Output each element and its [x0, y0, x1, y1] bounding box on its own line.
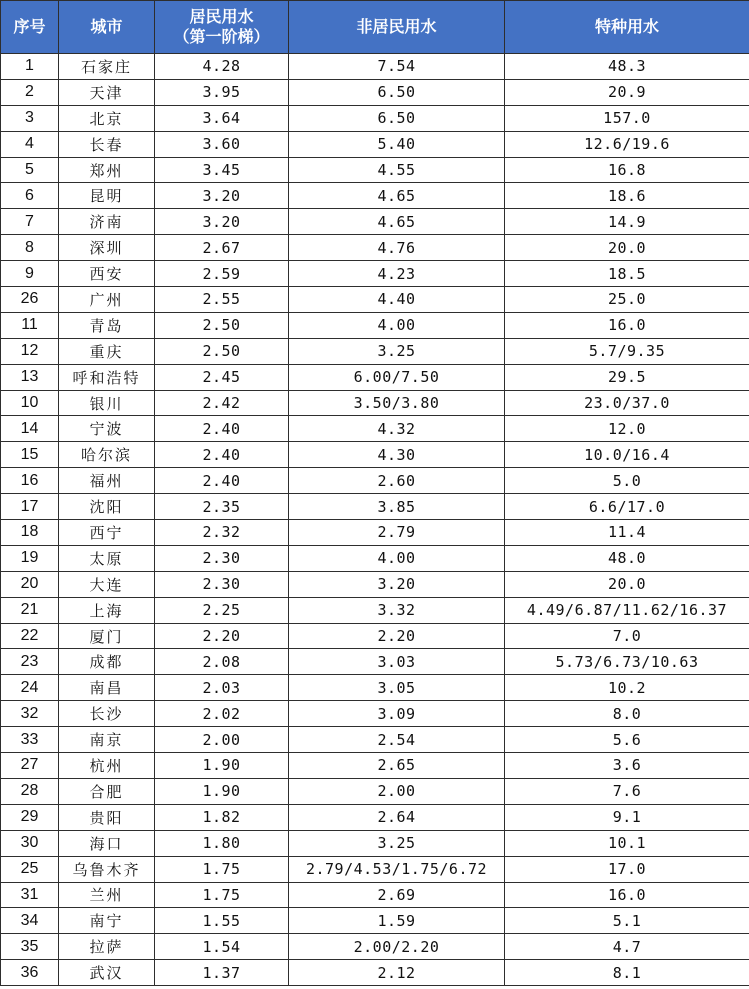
- cell-city: 西宁: [59, 520, 155, 546]
- cell-residential: 2.08: [155, 649, 289, 675]
- cell-special: 4.49/6.87/11.62/16.37: [505, 597, 749, 623]
- cell-special: 157.0: [505, 105, 749, 131]
- cell-residential: 3.20: [155, 209, 289, 235]
- cell-special: 5.6: [505, 727, 749, 753]
- cell-index: 33: [1, 727, 59, 753]
- table-row: [1, 727, 749, 753]
- cell-residential: 2.03: [155, 675, 289, 701]
- cell-residential: 2.45: [155, 364, 289, 390]
- cell-index: 28: [1, 778, 59, 804]
- cell-residential: 1.80: [155, 830, 289, 856]
- cell-special: 5.7/9.35: [505, 338, 749, 364]
- cell-index: 6: [1, 183, 59, 209]
- header-index: 序号: [1, 1, 59, 54]
- table-row: [1, 623, 749, 649]
- table-row: [1, 54, 749, 80]
- cell-city: 乌鲁木齐: [59, 856, 155, 882]
- cell-residential: 2.40: [155, 468, 289, 494]
- cell-city: 深圳: [59, 235, 155, 261]
- cell-residential: 3.20: [155, 183, 289, 209]
- cell-special: 23.0/37.0: [505, 390, 749, 416]
- cell-residential: 1.75: [155, 882, 289, 908]
- cell-nonresidential: 7.54: [289, 54, 505, 80]
- cell-index: 5: [1, 157, 59, 183]
- cell-special: 48.3: [505, 54, 749, 80]
- cell-city: 成都: [59, 649, 155, 675]
- cell-nonresidential: 2.79: [289, 520, 505, 546]
- cell-nonresidential: 3.32: [289, 597, 505, 623]
- cell-nonresidential: 4.00: [289, 312, 505, 338]
- table-body: [1, 54, 749, 986]
- cell-nonresidential: 6.50: [289, 105, 505, 131]
- table-row: [1, 468, 749, 494]
- cell-index: 29: [1, 804, 59, 830]
- cell-special: 20.9: [505, 79, 749, 105]
- cell-index: 18: [1, 520, 59, 546]
- cell-city: 贵阳: [59, 804, 155, 830]
- cell-index: 15: [1, 442, 59, 468]
- cell-city: 宁波: [59, 416, 155, 442]
- cell-city: 南昌: [59, 675, 155, 701]
- cell-special: 16.0: [505, 312, 749, 338]
- cell-residential: 2.02: [155, 701, 289, 727]
- cell-special: 5.1: [505, 908, 749, 934]
- cell-city: 海口: [59, 830, 155, 856]
- cell-city: 北京: [59, 105, 155, 131]
- cell-nonresidential: 2.54: [289, 727, 505, 753]
- cell-index: 34: [1, 908, 59, 934]
- cell-residential: 1.82: [155, 804, 289, 830]
- cell-special: 18.5: [505, 261, 749, 287]
- cell-nonresidential: 2.79/4.53/1.75/6.72: [289, 856, 505, 882]
- cell-index: 7: [1, 209, 59, 235]
- cell-special: 20.0: [505, 235, 749, 261]
- cell-city: 郑州: [59, 157, 155, 183]
- cell-special: 4.7: [505, 934, 749, 960]
- cell-nonresidential: 3.03: [289, 649, 505, 675]
- cell-residential: 2.59: [155, 261, 289, 287]
- table-row: [1, 753, 749, 779]
- cell-special: 8.1: [505, 960, 749, 986]
- cell-index: 13: [1, 364, 59, 390]
- cell-special: 48.0: [505, 545, 749, 571]
- cell-city: 石家庄: [59, 54, 155, 80]
- cell-city: 兰州: [59, 882, 155, 908]
- cell-special: 6.6/17.0: [505, 494, 749, 520]
- cell-nonresidential: 4.23: [289, 261, 505, 287]
- table-row: [1, 183, 749, 209]
- cell-nonresidential: 2.69: [289, 882, 505, 908]
- cell-index: 36: [1, 960, 59, 986]
- cell-nonresidential: 4.76: [289, 235, 505, 261]
- table-row: [1, 287, 749, 313]
- cell-city: 长沙: [59, 701, 155, 727]
- table-row: [1, 597, 749, 623]
- cell-nonresidential: 6.00/7.50: [289, 364, 505, 390]
- cell-residential: 1.55: [155, 908, 289, 934]
- cell-residential: 2.40: [155, 416, 289, 442]
- cell-special: 5.0: [505, 468, 749, 494]
- cell-special: 7.6: [505, 778, 749, 804]
- cell-index: 11: [1, 312, 59, 338]
- cell-nonresidential: 4.65: [289, 209, 505, 235]
- cell-nonresidential: 1.59: [289, 908, 505, 934]
- cell-city: 济南: [59, 209, 155, 235]
- cell-special: 25.0: [505, 287, 749, 313]
- cell-residential: 2.00: [155, 727, 289, 753]
- cell-nonresidential: 4.55: [289, 157, 505, 183]
- cell-nonresidential: 2.20: [289, 623, 505, 649]
- cell-city: 西安: [59, 261, 155, 287]
- cell-special: 17.0: [505, 856, 749, 882]
- cell-city: 杭州: [59, 753, 155, 779]
- table-row: [1, 804, 749, 830]
- cell-city: 太原: [59, 545, 155, 571]
- cell-nonresidential: 3.09: [289, 701, 505, 727]
- cell-special: 11.4: [505, 520, 749, 546]
- table-row: [1, 79, 749, 105]
- table-row: [1, 157, 749, 183]
- cell-city: 广州: [59, 287, 155, 313]
- cell-city: 沈阳: [59, 494, 155, 520]
- table-row: [1, 105, 749, 131]
- cell-index: 23: [1, 649, 59, 675]
- header-residential-line1: 居民用水: [189, 7, 254, 26]
- cell-residential: 3.60: [155, 131, 289, 157]
- cell-special: 3.6: [505, 753, 749, 779]
- cell-city: 银川: [59, 390, 155, 416]
- cell-city: 天津: [59, 79, 155, 105]
- cell-nonresidential: 2.00: [289, 778, 505, 804]
- cell-nonresidential: 3.25: [289, 338, 505, 364]
- cell-residential: 3.95: [155, 79, 289, 105]
- table-row: [1, 364, 749, 390]
- header-special: 特种用水: [505, 1, 749, 54]
- header-residential-line2: （第一阶梯）: [173, 27, 270, 46]
- cell-city: 青岛: [59, 312, 155, 338]
- cell-residential: 2.50: [155, 312, 289, 338]
- cell-index: 22: [1, 623, 59, 649]
- cell-city: 拉萨: [59, 934, 155, 960]
- cell-index: 4: [1, 131, 59, 157]
- table-row: [1, 830, 749, 856]
- cell-index: 26: [1, 287, 59, 313]
- cell-residential: 2.20: [155, 623, 289, 649]
- cell-residential: 2.67: [155, 235, 289, 261]
- cell-special: 14.9: [505, 209, 749, 235]
- cell-index: 20: [1, 571, 59, 597]
- cell-residential: 3.64: [155, 105, 289, 131]
- header-nonresidential: 非居民用水: [289, 1, 505, 54]
- cell-index: 3: [1, 105, 59, 131]
- cell-residential: 1.90: [155, 753, 289, 779]
- cell-city: 昆明: [59, 183, 155, 209]
- cell-nonresidential: 4.65: [289, 183, 505, 209]
- cell-index: 19: [1, 545, 59, 571]
- cell-city: 大连: [59, 571, 155, 597]
- cell-special: 8.0: [505, 701, 749, 727]
- cell-nonresidential: 3.25: [289, 830, 505, 856]
- cell-special: 12.6/19.6: [505, 131, 749, 157]
- cell-special: 18.6: [505, 183, 749, 209]
- table-row: [1, 960, 749, 986]
- cell-residential: 2.35: [155, 494, 289, 520]
- cell-nonresidential: 3.05: [289, 675, 505, 701]
- table-row: [1, 416, 749, 442]
- cell-index: 9: [1, 261, 59, 287]
- cell-nonresidential: 4.30: [289, 442, 505, 468]
- table-row: [1, 701, 749, 727]
- table-row: [1, 442, 749, 468]
- header-residential: [155, 1, 289, 54]
- cell-index: 24: [1, 675, 59, 701]
- table-row: [1, 908, 749, 934]
- cell-residential: 2.32: [155, 520, 289, 546]
- cell-index: 8: [1, 235, 59, 261]
- cell-city: 呼和浩特: [59, 364, 155, 390]
- table-row: [1, 649, 749, 675]
- table-row: [1, 882, 749, 908]
- cell-special: 10.0/16.4: [505, 442, 749, 468]
- cell-index: 10: [1, 390, 59, 416]
- cell-index: 32: [1, 701, 59, 727]
- cell-index: 27: [1, 753, 59, 779]
- cell-special: 7.0: [505, 623, 749, 649]
- cell-index: 12: [1, 338, 59, 364]
- table-row: [1, 934, 749, 960]
- cell-special: 9.1: [505, 804, 749, 830]
- cell-residential: 1.90: [155, 778, 289, 804]
- table-row: [1, 494, 749, 520]
- cell-residential: 1.54: [155, 934, 289, 960]
- cell-residential: 1.75: [155, 856, 289, 882]
- cell-special: 16.0: [505, 882, 749, 908]
- cell-special: 10.1: [505, 830, 749, 856]
- cell-nonresidential: 2.00/2.20: [289, 934, 505, 960]
- cell-special: 5.73/6.73/10.63: [505, 649, 749, 675]
- cell-city: 重庆: [59, 338, 155, 364]
- cell-city: 哈尔滨: [59, 442, 155, 468]
- cell-city: 福州: [59, 468, 155, 494]
- cell-nonresidential: 3.50/3.80: [289, 390, 505, 416]
- table-row: [1, 131, 749, 157]
- cell-index: 31: [1, 882, 59, 908]
- cell-residential: 2.50: [155, 338, 289, 364]
- table-row: [1, 235, 749, 261]
- cell-city: 合肥: [59, 778, 155, 804]
- table-row: [1, 338, 749, 364]
- table-row: [1, 520, 749, 546]
- table-row: [1, 261, 749, 287]
- cell-special: 20.0: [505, 571, 749, 597]
- cell-index: 2: [1, 79, 59, 105]
- cell-special: 16.8: [505, 157, 749, 183]
- table-row: [1, 675, 749, 701]
- cell-residential: 2.40: [155, 442, 289, 468]
- cell-index: 21: [1, 597, 59, 623]
- cell-residential: 2.30: [155, 571, 289, 597]
- cell-city: 武汉: [59, 960, 155, 986]
- cell-index: 17: [1, 494, 59, 520]
- table-row: [1, 778, 749, 804]
- cell-index: 30: [1, 830, 59, 856]
- header-row: [1, 1, 749, 54]
- cell-index: 35: [1, 934, 59, 960]
- cell-nonresidential: 4.40: [289, 287, 505, 313]
- cell-city: 长春: [59, 131, 155, 157]
- cell-index: 1: [1, 54, 59, 80]
- table-row: [1, 312, 749, 338]
- cell-index: 16: [1, 468, 59, 494]
- cell-nonresidential: 5.40: [289, 131, 505, 157]
- cell-residential: 2.42: [155, 390, 289, 416]
- cell-nonresidential: 3.85: [289, 494, 505, 520]
- cell-residential: 2.30: [155, 545, 289, 571]
- cell-nonresidential: 6.50: [289, 79, 505, 105]
- cell-nonresidential: 2.60: [289, 468, 505, 494]
- cell-nonresidential: 4.32: [289, 416, 505, 442]
- cell-city: 厦门: [59, 623, 155, 649]
- cell-nonresidential: 2.64: [289, 804, 505, 830]
- cell-nonresidential: 4.00: [289, 545, 505, 571]
- cell-special: 12.0: [505, 416, 749, 442]
- cell-city: 南京: [59, 727, 155, 753]
- cell-nonresidential: 2.12: [289, 960, 505, 986]
- header-city: 城市: [59, 1, 155, 54]
- cell-index: 25: [1, 856, 59, 882]
- cell-special: 29.5: [505, 364, 749, 390]
- table-header: [1, 1, 749, 54]
- cell-residential: 2.25: [155, 597, 289, 623]
- cell-residential: 2.55: [155, 287, 289, 313]
- table-row: [1, 390, 749, 416]
- cell-residential: 3.45: [155, 157, 289, 183]
- cell-nonresidential: 3.20: [289, 571, 505, 597]
- table-row: [1, 856, 749, 882]
- table-row: [1, 571, 749, 597]
- table-row: [1, 209, 749, 235]
- cell-special: 10.2: [505, 675, 749, 701]
- cell-city: 南宁: [59, 908, 155, 934]
- table-row: [1, 545, 749, 571]
- cell-residential: 1.37: [155, 960, 289, 986]
- cell-index: 14: [1, 416, 59, 442]
- cell-city: 上海: [59, 597, 155, 623]
- cell-residential: 4.28: [155, 54, 289, 80]
- cell-nonresidential: 2.65: [289, 753, 505, 779]
